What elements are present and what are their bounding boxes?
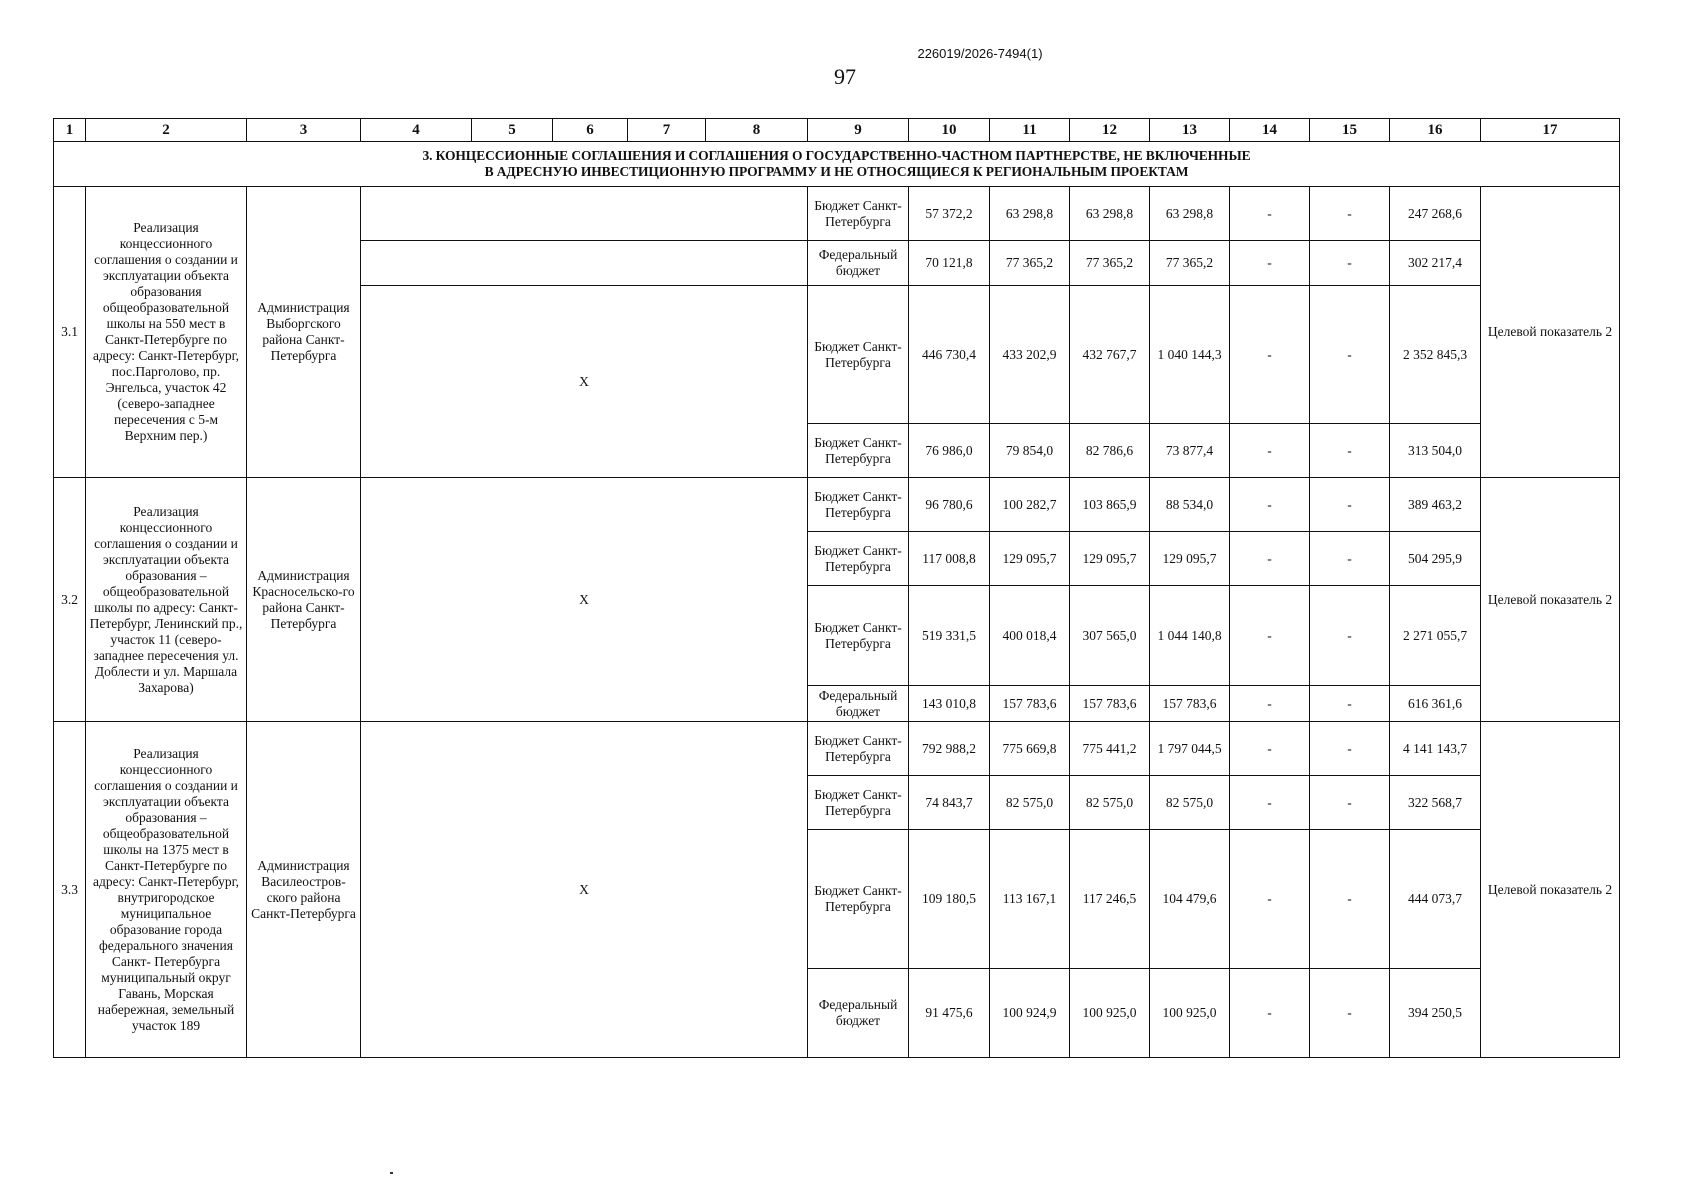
column-number: 4 bbox=[361, 119, 472, 142]
amount-total: 322 568,7 bbox=[1390, 776, 1481, 830]
column-number: 11 bbox=[990, 119, 1070, 142]
amount-col-10: 91 475,6 bbox=[909, 969, 990, 1058]
column-number: 13 bbox=[1150, 119, 1230, 142]
amount-col-14: - bbox=[1230, 286, 1310, 424]
project-description: Реализация концессионного соглашения о создании и эксплуатации объекта образования – общеобразовательной школы на 1375 мест в Санкт-Петербурге по адресу: Санкт-Петербург, внутригородское муниципальное образование города федерального значения Санкт- Петербурга муниципальный округ Гавань, Морская набережная, земельный участок 189 bbox=[86, 722, 247, 1058]
scan-speck bbox=[390, 1172, 393, 1174]
column-number: 6 bbox=[553, 119, 628, 142]
amount-col-13: 73 877,4 bbox=[1150, 424, 1230, 478]
amount-col-10: 96 780,6 bbox=[909, 478, 990, 532]
amount-col-14: - bbox=[1230, 969, 1310, 1058]
amount-col-15: - bbox=[1310, 187, 1390, 241]
responsible-administration: Администрация Василеостров-ского района Санкт-Петербурга bbox=[247, 722, 361, 1058]
column-number: 14 bbox=[1230, 119, 1310, 142]
amount-col-15: - bbox=[1310, 586, 1390, 686]
not-applicable-mark: X bbox=[361, 478, 808, 722]
amount-col-14: - bbox=[1230, 776, 1310, 830]
funding-source: Федеральный бюджет bbox=[808, 241, 909, 286]
amount-total: 247 268,6 bbox=[1390, 187, 1481, 241]
amount-col-14: - bbox=[1230, 586, 1310, 686]
section-title-row bbox=[54, 142, 1620, 187]
column-number-row bbox=[54, 119, 1620, 142]
amount-col-15: - bbox=[1310, 532, 1390, 586]
investment-table bbox=[53, 118, 1620, 1058]
project-description: Реализация концессионного соглашения о создании и эксплуатации объекта образования – общеобразовательной школы по адресу: Санкт-Петербург, Ленинский пр., участок 11 (северо-западнее пересечения ул. Доблести и ул. Маршала Захарова) bbox=[86, 478, 247, 722]
column-number: 12 bbox=[1070, 119, 1150, 142]
amount-total: 4 141 143,7 bbox=[1390, 722, 1481, 776]
amount-col-10: 76 986,0 bbox=[909, 424, 990, 478]
amount-col-15: - bbox=[1310, 424, 1390, 478]
amount-col-11: 400 018,4 bbox=[990, 586, 1070, 686]
amount-col-12: 77 365,2 bbox=[1070, 241, 1150, 286]
table-row bbox=[54, 187, 1620, 241]
column-number: 7 bbox=[628, 119, 706, 142]
funding-source: Бюджет Санкт-Петербурга bbox=[808, 532, 909, 586]
funding-source: Бюджет Санкт-Петербурга bbox=[808, 478, 909, 532]
amount-col-15: - bbox=[1310, 722, 1390, 776]
funding-source: Федеральный бюджет bbox=[808, 686, 909, 722]
amount-col-15: - bbox=[1310, 241, 1390, 286]
amount-col-11: 63 298,8 bbox=[990, 187, 1070, 241]
column-number: 1 bbox=[54, 119, 86, 142]
amount-col-11: 775 669,8 bbox=[990, 722, 1070, 776]
amount-col-14: - bbox=[1230, 722, 1310, 776]
amount-col-11: 82 575,0 bbox=[990, 776, 1070, 830]
amount-col-11: 100 924,9 bbox=[990, 969, 1070, 1058]
amount-col-10: 70 121,8 bbox=[909, 241, 990, 286]
amount-col-11: 77 365,2 bbox=[990, 241, 1070, 286]
amount-col-11: 113 167,1 bbox=[990, 830, 1070, 969]
column-number: 9 bbox=[808, 119, 909, 142]
amount-col-10: 117 008,8 bbox=[909, 532, 990, 586]
amount-col-11: 100 282,7 bbox=[990, 478, 1070, 532]
amount-col-10: 446 730,4 bbox=[909, 286, 990, 424]
amount-col-14: - bbox=[1230, 424, 1310, 478]
amount-col-10: 74 843,7 bbox=[909, 776, 990, 830]
funding-source: Бюджет Санкт-Петербурга bbox=[808, 586, 909, 686]
amount-col-15: - bbox=[1310, 478, 1390, 532]
page-number: 97 bbox=[834, 64, 856, 89]
responsible-administration: Администрация Красносельско-го района Санкт-Петербурга bbox=[247, 478, 361, 722]
amount-col-13: 82 575,0 bbox=[1150, 776, 1230, 830]
amount-total: 2 271 055,7 bbox=[1390, 586, 1481, 686]
table-row bbox=[54, 478, 1620, 532]
row-index: 3.2 bbox=[54, 478, 86, 722]
responsible-administration: Администрация Выборгского района Санкт-Петербурга bbox=[247, 187, 361, 478]
amount-col-13: 129 095,7 bbox=[1150, 532, 1230, 586]
amount-total: 616 361,6 bbox=[1390, 686, 1481, 722]
amount-col-12: 117 246,5 bbox=[1070, 830, 1150, 969]
amount-col-13: 88 534,0 bbox=[1150, 478, 1230, 532]
column-number: 2 bbox=[86, 119, 247, 142]
amount-col-15: - bbox=[1310, 969, 1390, 1058]
amount-col-10: 109 180,5 bbox=[909, 830, 990, 969]
amount-total: 504 295,9 bbox=[1390, 532, 1481, 586]
column-number: 15 bbox=[1310, 119, 1390, 142]
amount-col-12: 100 925,0 bbox=[1070, 969, 1150, 1058]
amount-total: 302 217,4 bbox=[1390, 241, 1481, 286]
table-row bbox=[54, 722, 1620, 776]
amount-col-12: 63 298,8 bbox=[1070, 187, 1150, 241]
section-title bbox=[54, 142, 1620, 187]
amount-col-14: - bbox=[1230, 532, 1310, 586]
amount-col-11: 79 854,0 bbox=[990, 424, 1070, 478]
amount-col-12: 775 441,2 bbox=[1070, 722, 1150, 776]
amount-col-13: 1 044 140,8 bbox=[1150, 586, 1230, 686]
amount-col-10: 143 010,8 bbox=[909, 686, 990, 722]
amount-col-14: - bbox=[1230, 187, 1310, 241]
amount-col-12: 307 565,0 bbox=[1070, 586, 1150, 686]
section-title-line: 3. КОНЦЕССИОННЫЕ СОГЛАШЕНИЯ И СОГЛАШЕНИЯ О ГОСУДАРСТВЕННО-ЧАСТНОМ ПАРТНЕРСТВЕ, НЕ ВКЛЮЧЕННЫЕ bbox=[422, 148, 1251, 163]
amount-col-13: 100 925,0 bbox=[1150, 969, 1230, 1058]
column-number: 17 bbox=[1481, 119, 1620, 142]
amount-total: 444 073,7 bbox=[1390, 830, 1481, 969]
amount-col-13: 63 298,8 bbox=[1150, 187, 1230, 241]
amount-col-10: 57 372,2 bbox=[909, 187, 990, 241]
funding-source: Бюджет Санкт-Петербурга bbox=[808, 722, 909, 776]
funding-source: Бюджет Санкт-Петербурга bbox=[808, 187, 909, 241]
document-registration-code: 226019/2026-7494(1) bbox=[917, 46, 1043, 61]
amount-col-13: 1 040 144,3 bbox=[1150, 286, 1230, 424]
blank-cell bbox=[361, 241, 808, 286]
amount-col-13: 104 479,6 bbox=[1150, 830, 1230, 969]
amount-col-10: 519 331,5 bbox=[909, 586, 990, 686]
column-number: 3 bbox=[247, 119, 361, 142]
row-index: 3.3 bbox=[54, 722, 86, 1058]
amount-col-11: 433 202,9 bbox=[990, 286, 1070, 424]
target-indicator: Целевой показатель 2 bbox=[1481, 478, 1620, 722]
amount-col-15: - bbox=[1310, 686, 1390, 722]
funding-source: Федеральный бюджет bbox=[808, 969, 909, 1058]
section-title-line: В АДРЕСНУЮ ИНВЕСТИЦИОННУЮ ПРОГРАММУ И НЕ ОТНОСЯЩИЕСЯ К РЕГИОНАЛЬНЫМ ПРОЕКТАМ bbox=[484, 164, 1189, 179]
funding-source: Бюджет Санкт-Петербурга bbox=[808, 286, 909, 424]
amount-col-12: 82 786,6 bbox=[1070, 424, 1150, 478]
funding-source: Бюджет Санкт-Петербурга bbox=[808, 776, 909, 830]
amount-col-13: 157 783,6 bbox=[1150, 686, 1230, 722]
column-number: 10 bbox=[909, 119, 990, 142]
target-indicator: Целевой показатель 2 bbox=[1481, 722, 1620, 1058]
not-applicable-mark: X bbox=[361, 722, 808, 1058]
amount-col-12: 157 783,6 bbox=[1070, 686, 1150, 722]
amount-col-14: - bbox=[1230, 241, 1310, 286]
column-number: 5 bbox=[472, 119, 553, 142]
amount-col-13: 1 797 044,5 bbox=[1150, 722, 1230, 776]
amount-total: 394 250,5 bbox=[1390, 969, 1481, 1058]
amount-col-15: - bbox=[1310, 830, 1390, 969]
amount-col-14: - bbox=[1230, 478, 1310, 532]
blank-cell bbox=[361, 187, 808, 241]
amount-col-12: 82 575,0 bbox=[1070, 776, 1150, 830]
amount-col-12: 432 767,7 bbox=[1070, 286, 1150, 424]
row-index: 3.1 bbox=[54, 187, 86, 478]
column-number: 8 bbox=[706, 119, 808, 142]
not-applicable-mark: X bbox=[361, 286, 808, 478]
amount-col-11: 129 095,7 bbox=[990, 532, 1070, 586]
funding-source: Бюджет Санкт-Петербурга bbox=[808, 424, 909, 478]
amount-col-11: 157 783,6 bbox=[990, 686, 1070, 722]
column-number: 16 bbox=[1390, 119, 1481, 142]
amount-total: 389 463,2 bbox=[1390, 478, 1481, 532]
amount-col-12: 103 865,9 bbox=[1070, 478, 1150, 532]
amount-col-12: 129 095,7 bbox=[1070, 532, 1150, 586]
target-indicator: Целевой показатель 2 bbox=[1481, 187, 1620, 478]
amount-col-13: 77 365,2 bbox=[1150, 241, 1230, 286]
amount-col-15: - bbox=[1310, 286, 1390, 424]
amount-col-14: - bbox=[1230, 830, 1310, 969]
amount-total: 2 352 845,3 bbox=[1390, 286, 1481, 424]
amount-col-10: 792 988,2 bbox=[909, 722, 990, 776]
project-description: Реализация концессионного соглашения о создании и эксплуатации объекта образования общеобразовательной школы на 550 мест в Санкт-Петербурге по адресу: Санкт-Петербург, пос.Парголово, пр. Энгельса, участок 42 (северо-западнее пересечения с 5-м Верхним пер.) bbox=[86, 187, 247, 478]
funding-source: Бюджет Санкт-Петербурга bbox=[808, 830, 909, 969]
amount-col-15: - bbox=[1310, 776, 1390, 830]
amount-col-14: - bbox=[1230, 686, 1310, 722]
amount-total: 313 504,0 bbox=[1390, 424, 1481, 478]
